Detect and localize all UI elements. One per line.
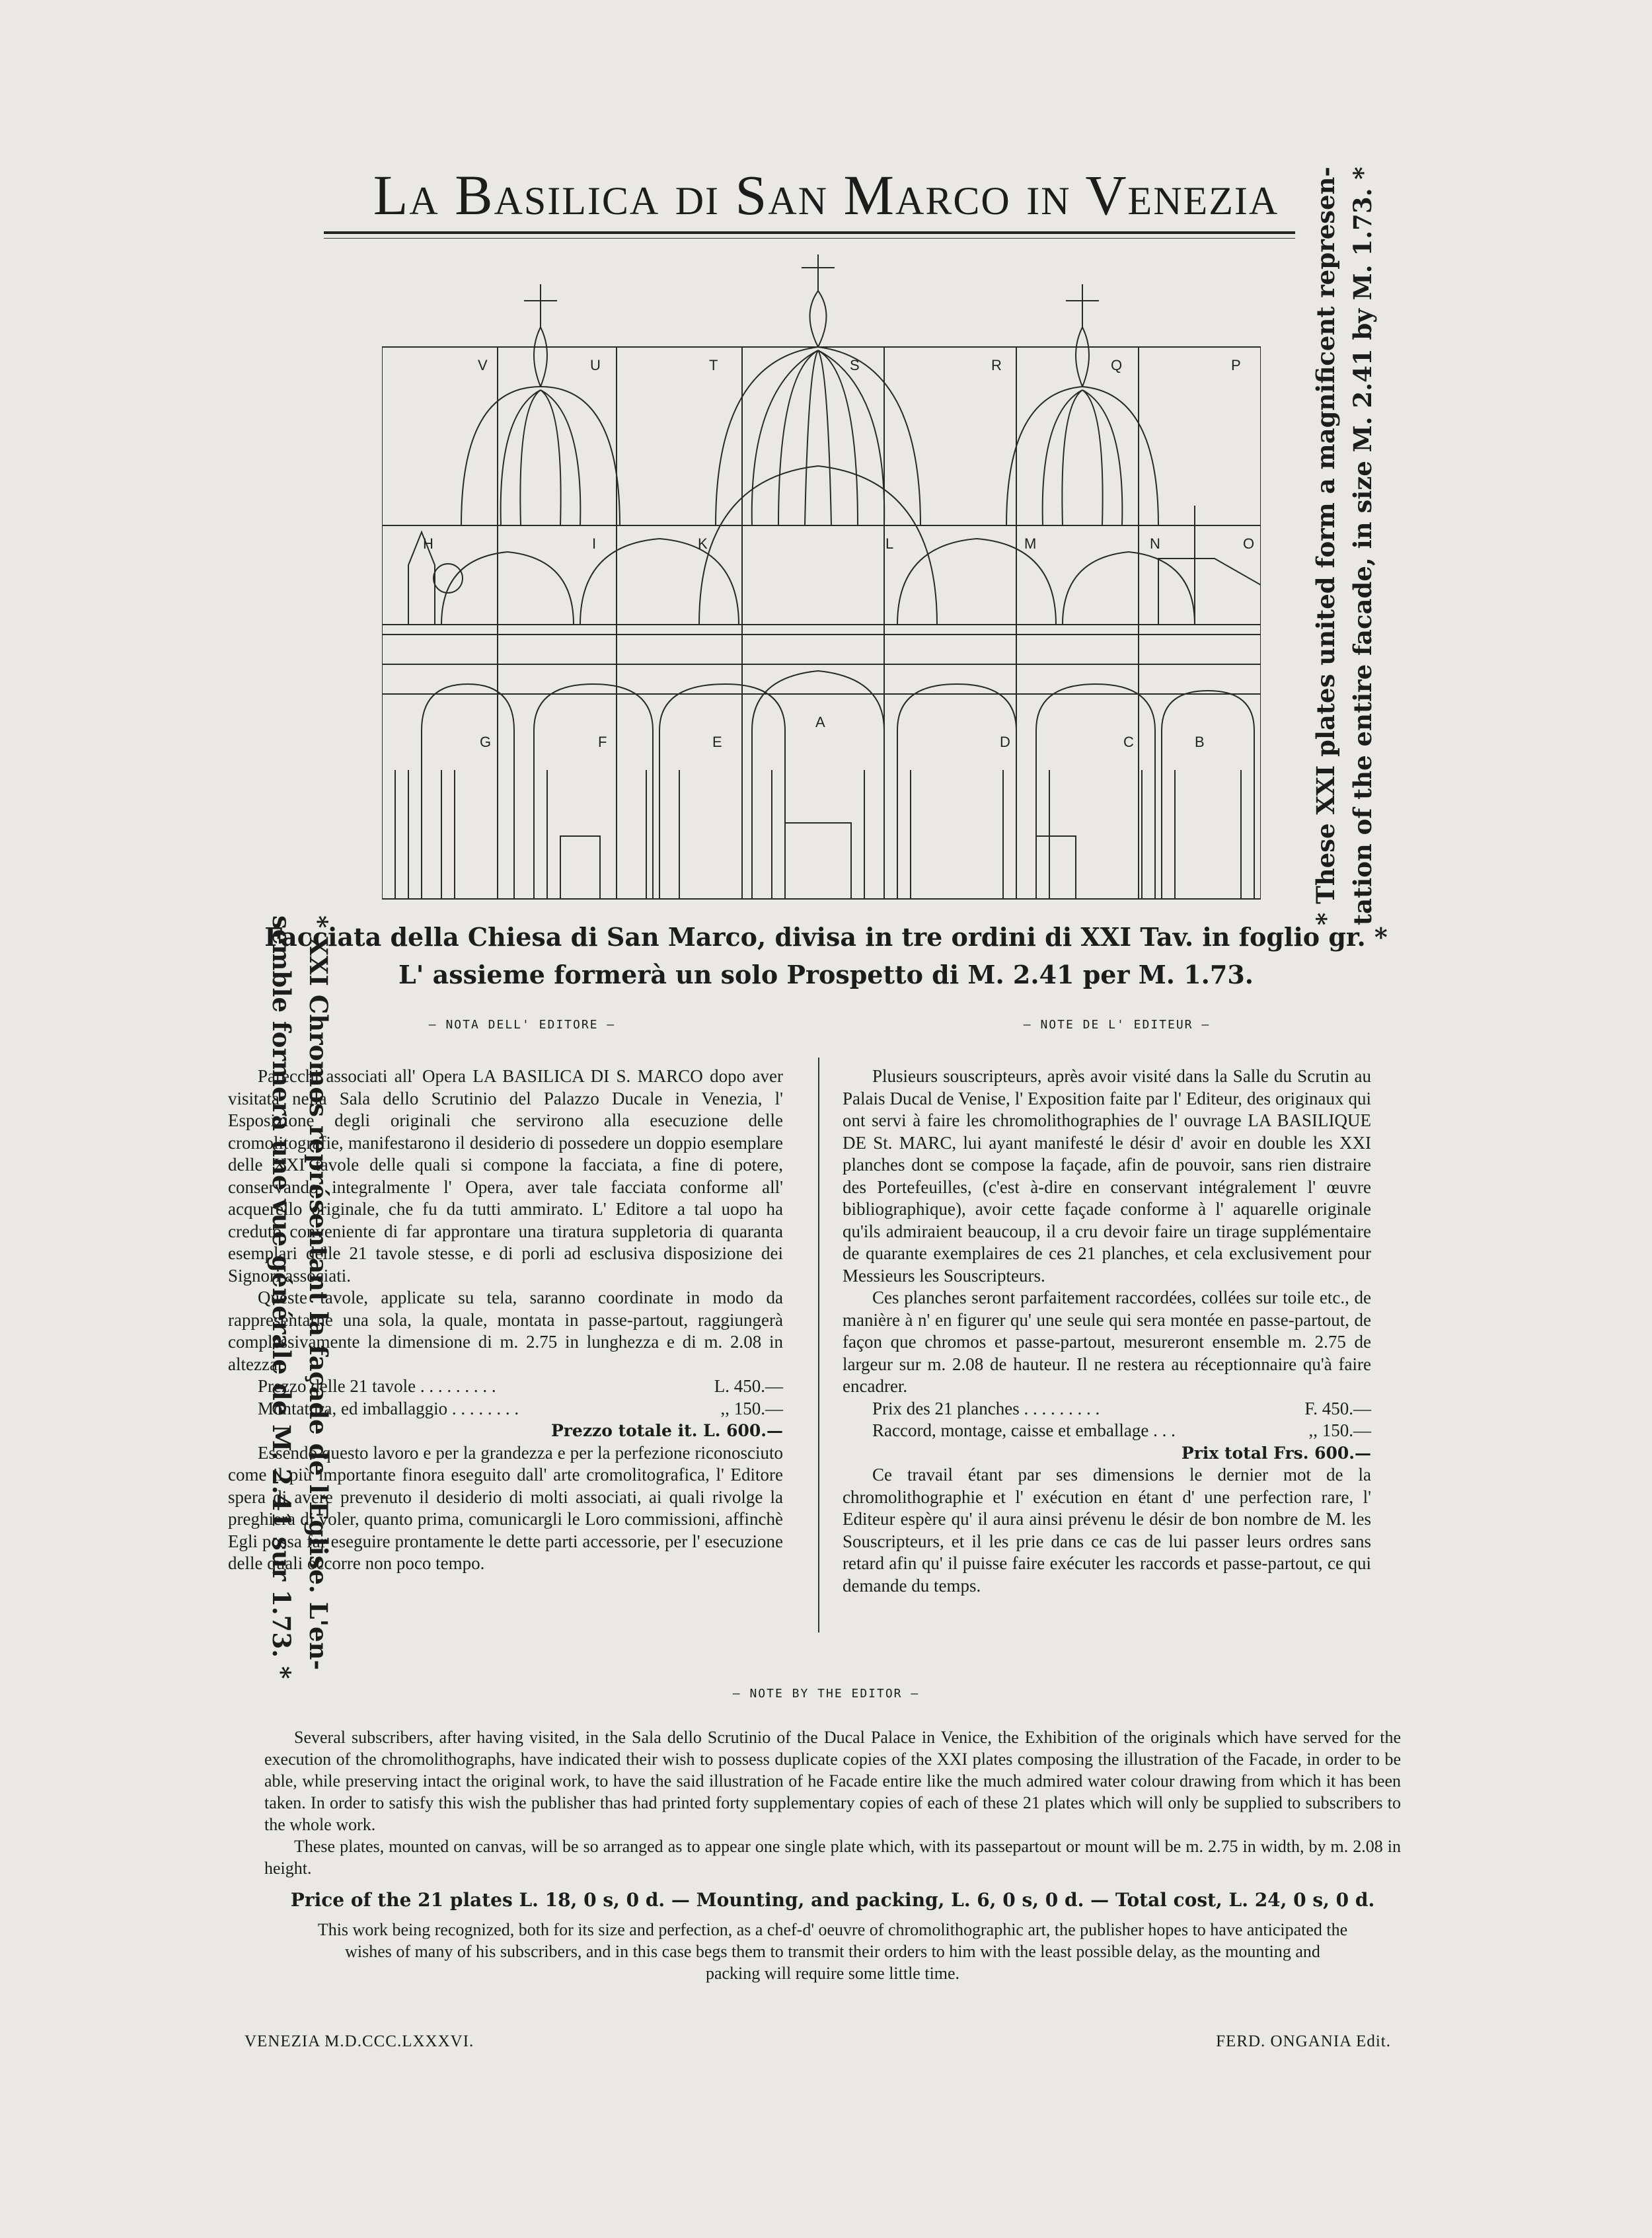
french-paragraph-1: Plusieurs souscripteurs, après avoir visité dans la Salle du Scrutin au Palais Ducal de Venise, l' Exposition faite par l' Editeur, des originaux qui ont servi à faire les chromolithographies de l' ouvrage LA BASILIQUE DE St. MARC, lui ayant manifesté le désir d' avoir en double les XXI planches dont se compose la façade, afin de pouvoir, sans rien distraire des Portefeuilles, (c'est à-dire en conservant intégralement l' œuvre bibliographique), avoir cette façade conforme à l' aquarelle originale qu'ils admiraient beaucoup, il a cru devoir faire un tirage supplémentaire de quarante exemplaires de ces 21 planches, et cela exclusivement pour Messieurs les Souscripteurs. bbox=[843, 1066, 1371, 1286]
plate-letter: F bbox=[598, 734, 607, 750]
plate-letter: A bbox=[815, 714, 825, 730]
italian-paragraph-3: Essendo questo lavoro e per la grandezza e per la perfezione riconosciuto come il più importante finora eseguito dall' arte cromolitografica, l' Editore spera di avere prevenuto il desiderio di molti associati, ai quali rivolge la preghiera di voler, quanto prima, comunicargli le Loro commissioni, affinchè Egli possa far eseguire prontamente le dette parti accessorie, per l' esecuzione delle quali occorre non poco tempo. bbox=[228, 1442, 783, 1573]
plate-letter: B bbox=[1195, 734, 1205, 750]
plate-letter: G bbox=[480, 734, 492, 750]
plate-letter: C bbox=[1123, 734, 1134, 750]
french-paragraph-3: Ce travail étant par ses dimensions le dernier mot de la chromolithographie et l' exécution en étant d' une perfection rare, l' Editeur espère qu' il aura ainsi prévenu le désir de bon nombre de M. les Souscripteurs, et il les prie dans ce cas de lui passer leurs ordres sans retard afin qu' il puisse faire exécuter les raccords et passe-partout, ce qui demande du temps. bbox=[843, 1465, 1371, 1596]
plate-letter: P bbox=[1231, 357, 1241, 373]
column-divider bbox=[818, 1058, 819, 1633]
title-rule bbox=[324, 231, 1295, 234]
plate-letter: E bbox=[712, 734, 722, 750]
vertical-note-english bbox=[1307, 167, 1381, 925]
price-label: Prix des 21 planches . . . . . . . . . bbox=[872, 1398, 1100, 1418]
english-prices: Price of the 21 plates L. 18, 0 s, 0 d. — Mounting, and packing, L. 6, 0 s, 0 d. — Total cost, L. 24, 0 s, 0 d. bbox=[290, 1889, 1375, 1911]
price-value: ,, 150.— bbox=[720, 1398, 783, 1418]
french-price-row bbox=[843, 1398, 1371, 1420]
price-value: ,, 150.— bbox=[1308, 1420, 1371, 1440]
price-label: Raccord, montage, caisse et emballage . . . bbox=[872, 1420, 1176, 1440]
price-value: F. 450.— bbox=[1304, 1398, 1371, 1418]
english-paragraph-1: Several subscribers, after having visited, in the Sala dello Scrutinio of the Ducal Palace in Venice, the Exhibition of the originals which have served for the execution of the chromolithographs, have indicated their wish to possess duplicate copies of the XXI plates composing the illustration of the Facade, in order to be able, while preserving intact the original work, to have the said illustration of he Facade entire like the much admired water colour drawing from which it has been taken. In order to satisfy this wish the publisher thas had printed forty supplementary copies of each of these 21 plates which will only be supplied to subscribers to the whole work. bbox=[264, 1728, 1401, 1834]
english-note bbox=[264, 1726, 1401, 1879]
facade-caption-line1: Facciata della Chiesa di San Marco, divisa in tre ordini di XXI Tav. in foglio gr. * bbox=[264, 922, 1388, 952]
facade-caption-line2: L' assieme formerà un solo Prospetto di M. 2.41 per M. 1.73. bbox=[398, 960, 1254, 989]
italian-note bbox=[228, 1065, 783, 1575]
italian-total: Prezzo totale it. L. 600.— bbox=[550, 1421, 783, 1440]
page-title: La Basilica di San Marco in Venezia bbox=[373, 163, 1279, 227]
plate-letter: U bbox=[590, 357, 601, 373]
english-paragraph-3: This work being recognized, both for its size and perfection, as a chef-d' oeuvre of chromolithographic art, the publisher hopes to have anticipated the wishes of many of his subscribers, and in this case begs them to transmit their orders to him with the least possible delay, as the mounting and packing will require some little time. bbox=[317, 1920, 1348, 1983]
vertical-english-line2: tation of the entire facade, in size M. 2.41 by M. 1.73. * bbox=[1348, 167, 1377, 925]
english-note-heading: — NOTE BY THE EDITOR — bbox=[732, 1687, 920, 1701]
italian-price-row bbox=[228, 1375, 783, 1398]
facade-illustration bbox=[382, 254, 1261, 902]
italian-paragraph-2: Queste tavole, applicate su tela, saranno coordinate in modo da rappresentarne una sola, la quale, montata in passe-partout, raggiungerà complessivamente la dimensione di m. 2.75 in lunghezza e di m. 2.08 in altezza. bbox=[228, 1288, 783, 1374]
imprint-place-date: VENEZIA M.D.CCC.LXXXVI. bbox=[244, 2032, 474, 2050]
plate-letter: V bbox=[478, 357, 488, 373]
plate-letter: L bbox=[885, 535, 894, 552]
vertical-french-line1: * XXI Chromos représentant la façade de l'Eglise. L'en- bbox=[304, 915, 333, 1670]
french-note bbox=[843, 1065, 1371, 1597]
italian-price-row bbox=[228, 1398, 783, 1420]
price-label: Montatura, ed imballaggio . . . . . . . . bbox=[258, 1398, 519, 1418]
price-label: Prezzo delle 21 tavole . . . . . . . . . bbox=[258, 1376, 496, 1396]
french-price-row bbox=[843, 1420, 1371, 1442]
plate-letter: M bbox=[1024, 535, 1037, 552]
plate-letter: O bbox=[1243, 535, 1255, 552]
plate-letter: H bbox=[423, 535, 433, 552]
plate-letter: N bbox=[1150, 535, 1160, 552]
plate-letter: R bbox=[991, 357, 1002, 373]
french-note-heading: — NOTE DE L' EDITEUR — bbox=[1023, 1018, 1211, 1032]
plate-letter: I bbox=[592, 535, 597, 552]
plate-letter: T bbox=[709, 357, 718, 373]
english-paragraph-2: These plates, mounted on canvas, will be so arranged as to appear one single plate which, with its passepartout or mount will be m. 2.75 in width, by m. 2.08 in height. bbox=[264, 1837, 1401, 1878]
publisher-imprint: FERD. ONGANIA Edit. bbox=[1216, 2032, 1391, 2050]
italian-paragraph-1: Parecchi associati all' Opera LA BASILICA DI S. MARCO dopo aver visitata nella Sala dello Scrutinio del Palazzo Ducale in Venezia, l' Esposizione degli originali che servirono alla esecuzione delle cromolitografie, manifestarono il desiderio di possedere un doppio esemplare delle XXI tavole delle quali si compone la facciata, a fine di potere, conservando integralmente l' Opera, aver tale facciata conforme all' acquerello originale, che fu da tutti ammirato. L' Editore a tal uopo ha creduto conveniente di far approntare una tiratura suppletoria di quaranta esemplari delle 21 tavole stesse, e di porli ad esclusiva disposizione dei Signori associati. bbox=[228, 1066, 783, 1286]
price-value: L. 450.— bbox=[714, 1376, 783, 1396]
french-paragraph-2: Ces planches seront parfaitement raccordées, collées sur toile etc., de manière à n' en figurer qu' une seule qui sera montée en passe-partout, de façon que chromos et passe-partout, mesureront ensemble m. 2.75 de largeur sur m. 2.08 de hauteur. Il ne restera au réceptionnaire qu'à faire encadrer. bbox=[843, 1288, 1371, 1396]
plate-letter: Q bbox=[1111, 357, 1123, 373]
plate-letter: D bbox=[1000, 734, 1010, 750]
italian-note-heading: — NOTA DELL' EDITORE — bbox=[428, 1018, 616, 1032]
plate-letter: S bbox=[850, 357, 860, 373]
vertical-english-line1: * These XXI plates united form a magnificent represen- bbox=[1311, 167, 1340, 925]
plate-letter: K bbox=[698, 535, 708, 552]
french-total: Prix total Frs. 600.— bbox=[1181, 1443, 1371, 1463]
vertical-french-line2: semble formera une vue générale de M. 2.41 sur 1.73. * bbox=[267, 915, 296, 1679]
title-rule-thin bbox=[324, 238, 1295, 239]
